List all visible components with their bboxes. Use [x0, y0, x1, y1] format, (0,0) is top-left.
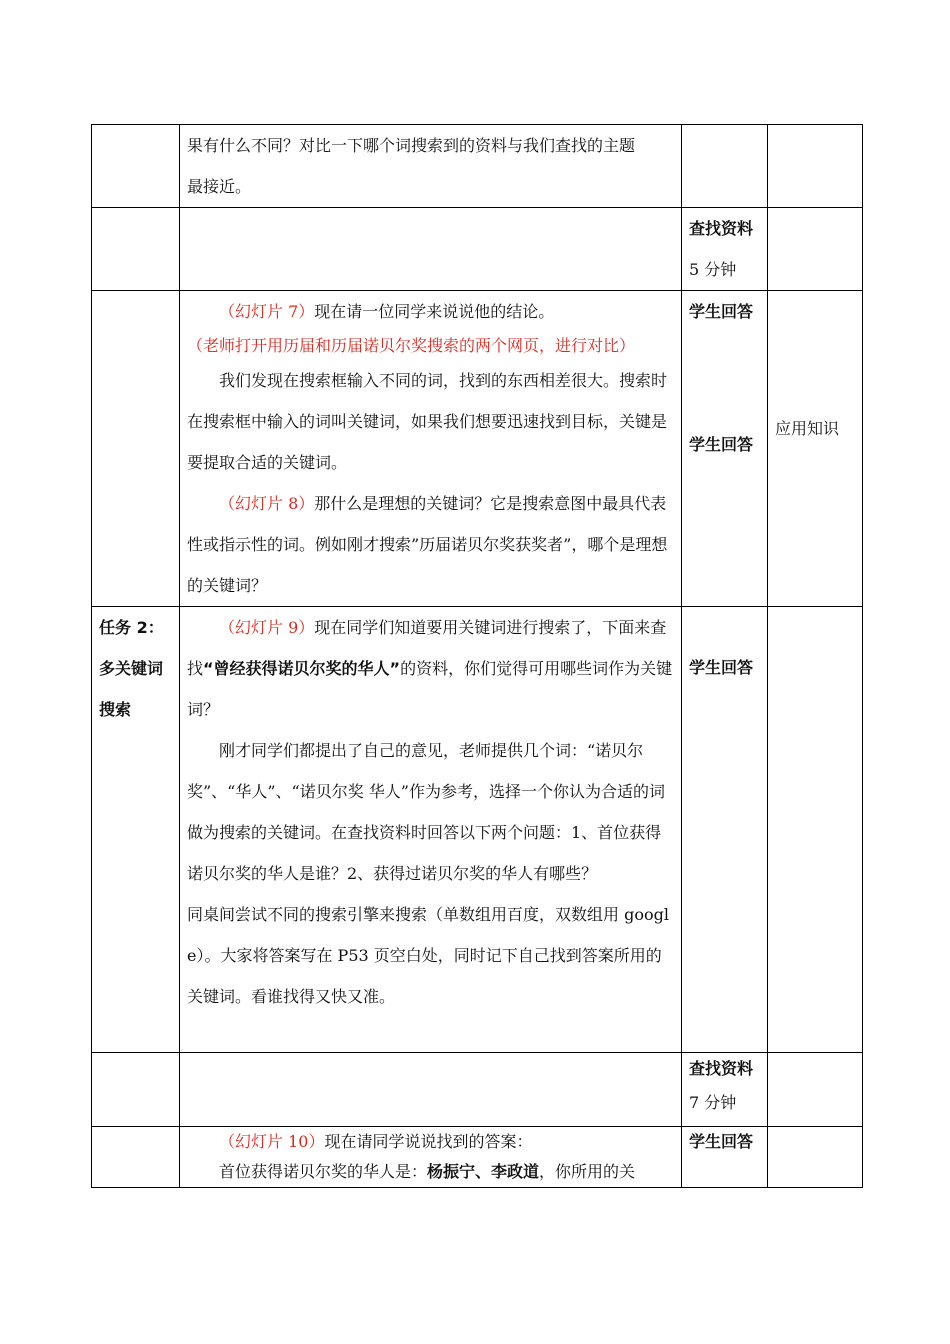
intent-cell	[768, 125, 863, 208]
slide-ref: （幻灯片 9）	[219, 618, 315, 637]
task-cell	[92, 607, 180, 1053]
content-cell	[180, 1127, 682, 1188]
table-row	[92, 291, 863, 607]
content-line: 最接近。	[187, 177, 252, 196]
activity-cell	[682, 1127, 768, 1188]
slide7-paragraph: （幻灯片 7）现在请一位同学来说说他的结论。	[219, 302, 555, 321]
intent-cell	[768, 208, 863, 291]
activity-cell	[682, 125, 768, 208]
content-cell	[180, 125, 682, 208]
table-row	[92, 1053, 863, 1127]
task-cell	[92, 208, 180, 291]
teacher-note: （老师打开用历届和历届诺贝尔奖搜索的两个网页，进行对比）	[187, 336, 636, 355]
activity-label: 学生回答	[689, 435, 754, 454]
content-cell	[180, 291, 682, 607]
slide10-paragraph: （幻灯片 10）现在请同学说说找到的答案：	[219, 1132, 533, 1151]
task-cell	[92, 291, 180, 607]
intent-cell	[768, 291, 863, 607]
content-line: 果有什么不同？对比一下哪个词搜索到的资料与我们查找的主题	[187, 136, 636, 155]
activity-cell	[682, 607, 768, 1053]
content-cell	[180, 607, 682, 1053]
keywords-paragraph: 刚才同学们都提出了自己的意见，老师提供几个词：“诺贝尔奖”、“华人”、“诺贝尔奖 华人”作为参考，选择一个你认为合适的词做为搜索的关键词。在查找资料时回答以下两个问题：1、首位获得诺贝尔奖的华人是谁？2、获得过诺贝尔奖的华人有哪些？	[187, 741, 665, 883]
slide-ref: （幻灯片 8）	[219, 494, 315, 513]
task-title: 任务 2：多关键词搜索	[99, 618, 164, 719]
time-label: 5 分钟	[689, 260, 737, 279]
slide-ref: （幻灯片 10）	[219, 1132, 325, 1151]
activity-label: 查找资料	[689, 1059, 754, 1078]
activity-cell	[682, 1053, 768, 1127]
activity-cell	[682, 208, 768, 291]
content-cell	[180, 1053, 682, 1127]
slide9-paragraph: （幻灯片 9）现在同学们知道要用关键词进行搜索了，下面来查找“曾经获得诺贝尔奖的华人”的资料，你们觉得可用哪些词作为关键词？	[187, 618, 673, 719]
slide8-paragraph: （幻灯片 8）那什么是理想的关键词？它是搜索意图中最具代表性或指示性的词。例如刚才搜索”历届诺贝尔奖获奖者”，哪个是理想的关键词？	[187, 494, 668, 595]
intent-label: 应用知识	[775, 419, 840, 438]
table-row	[92, 607, 863, 1053]
task-cell	[92, 1053, 180, 1127]
intent-cell	[768, 1127, 863, 1188]
answer-paragraph: 首位获得诺贝尔奖的华人是：杨振宁、李政道，你所用的关	[219, 1162, 636, 1181]
intent-cell	[768, 1053, 863, 1127]
activity-label: 学生回答	[689, 302, 754, 321]
table-row	[92, 125, 863, 208]
activity-cell	[682, 291, 768, 607]
intent-cell	[768, 607, 863, 1053]
activity-label: 学生回答	[689, 658, 754, 677]
table-row	[92, 208, 863, 291]
activity-label: 查找资料	[689, 219, 754, 238]
lesson-plan-table	[91, 124, 863, 1188]
keyword-paragraph: 我们发现在搜索框输入不同的词，找到的东西相差很大。搜索时在搜索框中输入的词叫关键词，如果我们想要迅速找到目标，关键是要提取合适的关键词。	[187, 371, 668, 472]
content-cell	[180, 208, 682, 291]
time-label: 7 分钟	[689, 1093, 737, 1112]
table-row	[92, 1127, 863, 1188]
search-engine-paragraph: 同桌间尝试不同的搜索引擎来搜索（单数组用百度，双数组用 google）。大家将答案写在 P53 页空白处，同时记下自己找到答案所用的关键词。看谁找得又快又准。	[187, 905, 669, 1006]
slide-ref: （幻灯片 7）	[219, 302, 315, 321]
activity-label: 学生回答	[689, 1132, 754, 1151]
task-cell	[92, 1127, 180, 1188]
task-cell	[92, 125, 180, 208]
